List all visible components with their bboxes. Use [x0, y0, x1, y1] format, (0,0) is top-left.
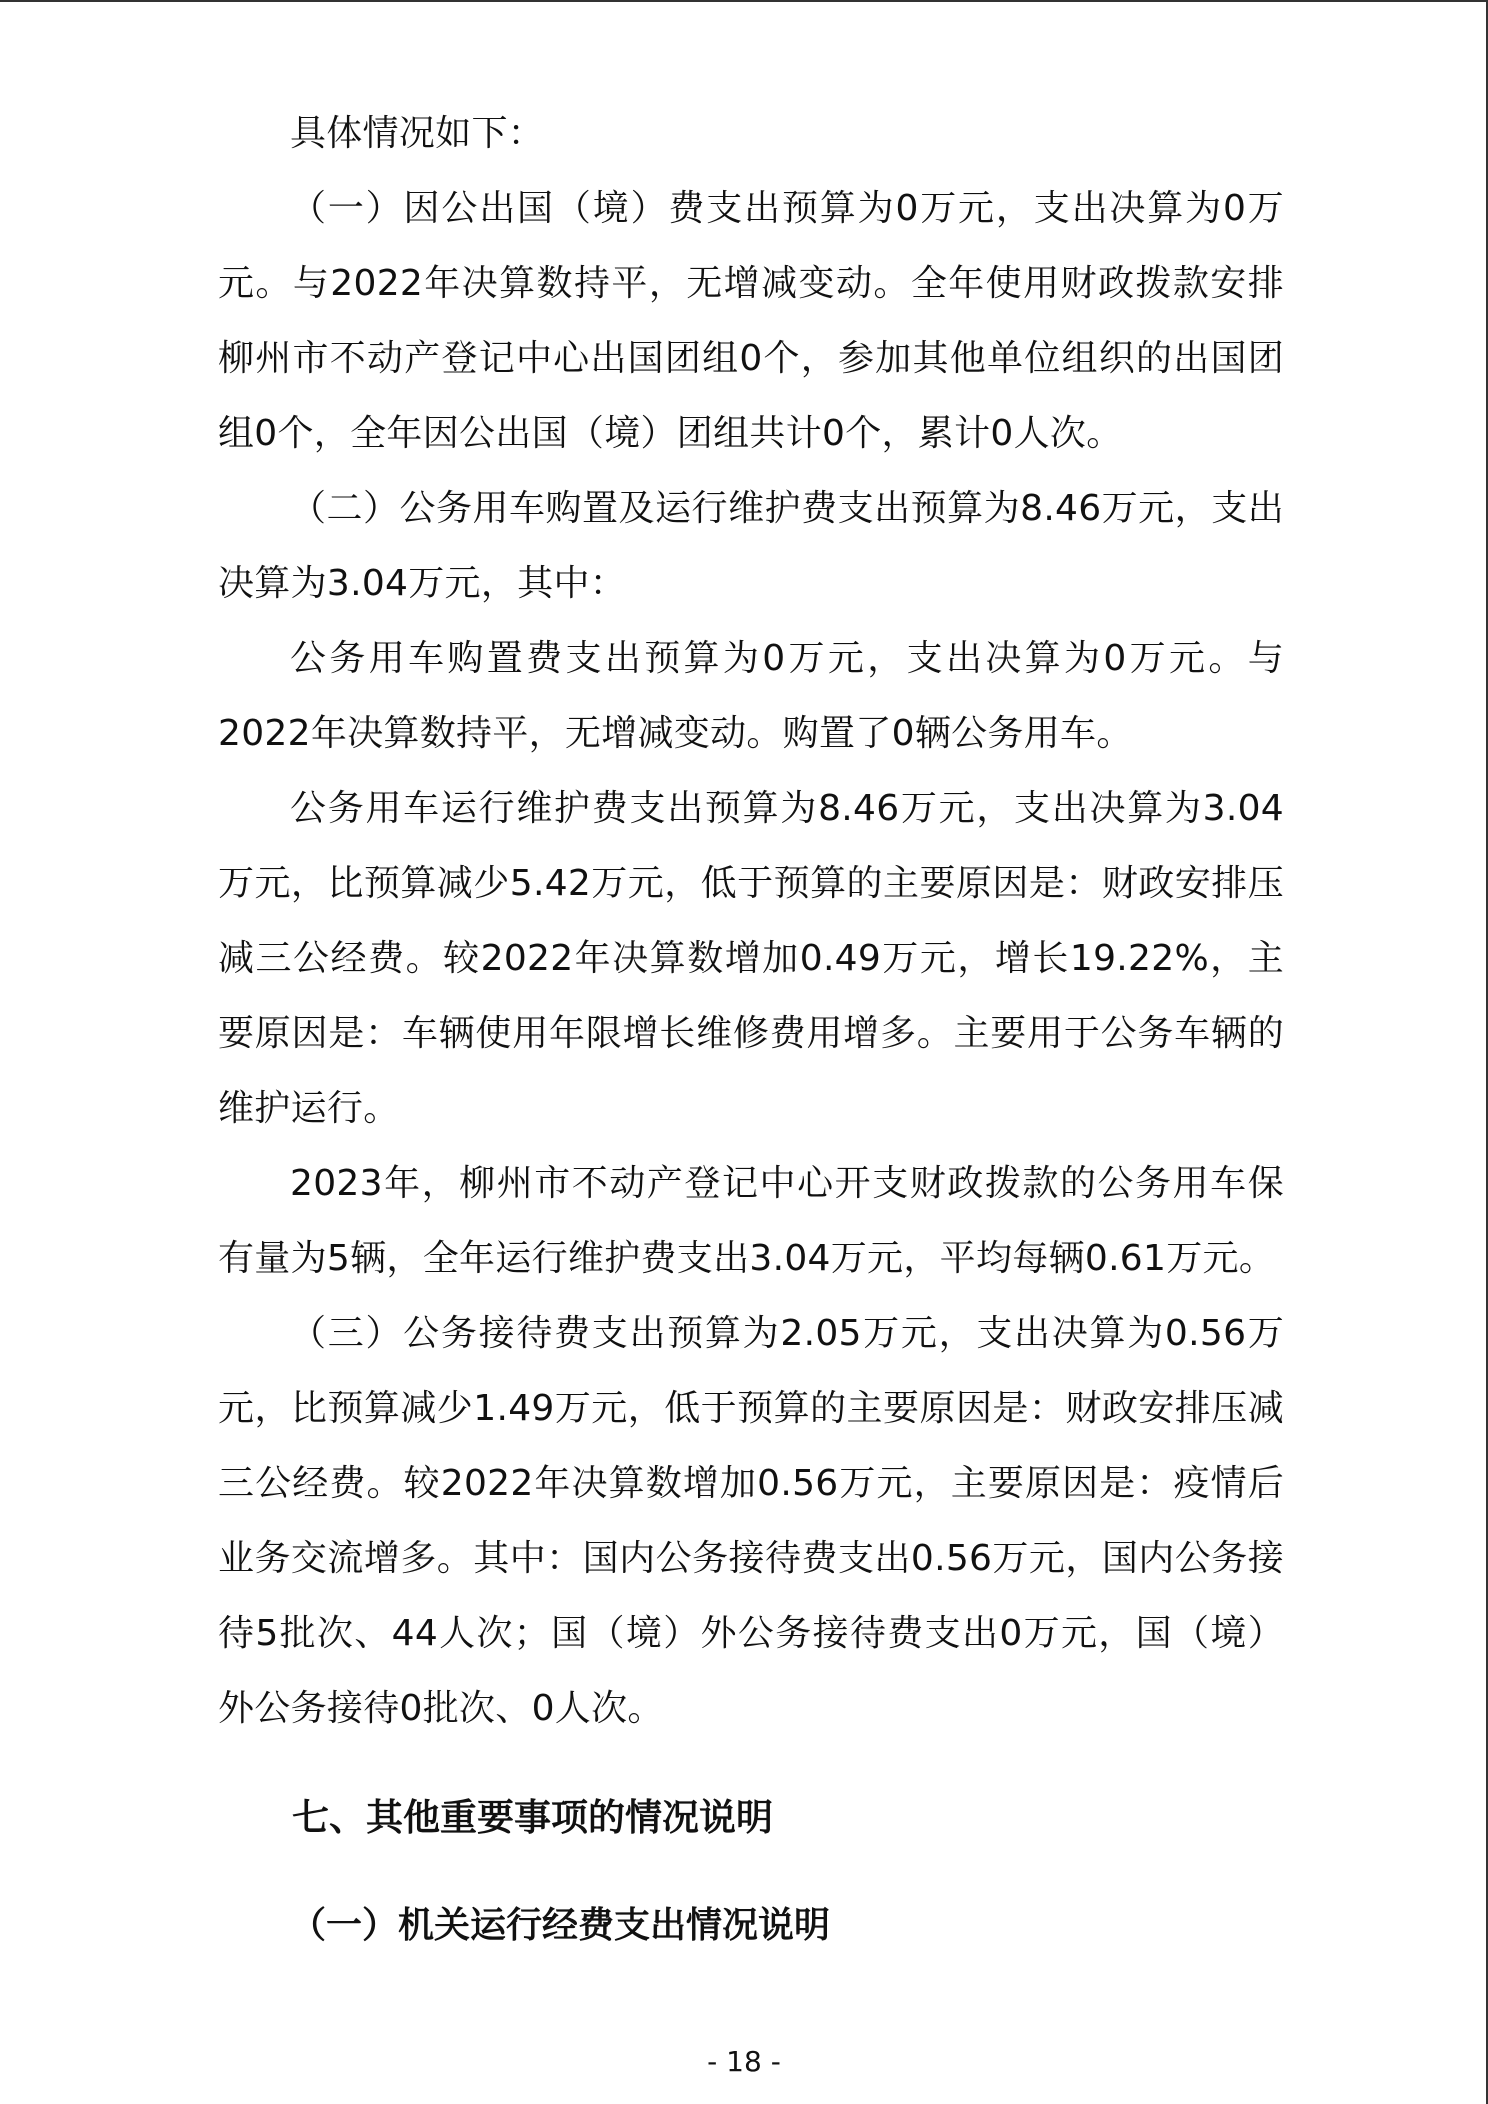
reception-expense-paragraph: （三）公务接待费支出预算为2.05万元，支出决算为0.56万元，比预算减少1.49万元，低于预算的主要原因是：财政安排压减三公经费。较2022年决算数增加0.56万元，主要原因是：疫情后业务交流增多。其中：国内公务接待费支出0.56万元，国内公务接待5批次、44人次；国（境）外公务接待费支出0万元，国（境）外公务接待0批次、0人次。: [218, 1313, 1284, 1729]
vehicle-expense-paragraph: （二）公务用车购置及运行维护费支出预算为8.46万元，支出决算为3.04万元，其中：: [218, 488, 1284, 604]
document-body: [218, 96, 1284, 1963]
sub-heading: （一）机关运行经费支出情况说明: [290, 1905, 831, 1946]
section-heading: 七、其他重要事项的情况说明: [292, 1796, 773, 1839]
intro-paragraph: 具体情况如下：: [290, 113, 545, 154]
vehicle-fleet-paragraph: 2023年，柳州市不动产登记中心开支财政拨款的公务用车保有量为5辆，全年运行维护费支出3.04万元，平均每辆0.61万元。: [218, 1163, 1284, 1279]
overseas-travel-paragraph: （一）因公出国（境）费支出预算为0万元，支出决算为0万元。与2022年决算数持平，无增减变动。全年使用财政拨款安排柳州市不动产登记中心出国团组0个，参加其他单位组织的出国团组0个，全年因公出国（境）团组共计0个，累计0人次。: [218, 188, 1284, 454]
page-number: - 18 -: [707, 2045, 781, 2078]
top-border-line: [0, 0, 1488, 2]
vehicle-maintenance-paragraph: 公务用车运行维护费支出预算为8.46万元，支出决算为3.04万元，比预算减少5.42万元，低于预算的主要原因是：财政安排压减三公经费。较2022年决算数增加0.49万元，增长19.22%，主要原因是：车辆使用年限增长维修费用增多。主要用于公务车辆的维护运行。: [218, 788, 1284, 1129]
vehicle-purchase-paragraph: 公务用车购置费支出预算为0万元，支出决算为0万元。与2022年决算数持平，无增减变动。购置了0辆公务用车。: [218, 638, 1284, 754]
